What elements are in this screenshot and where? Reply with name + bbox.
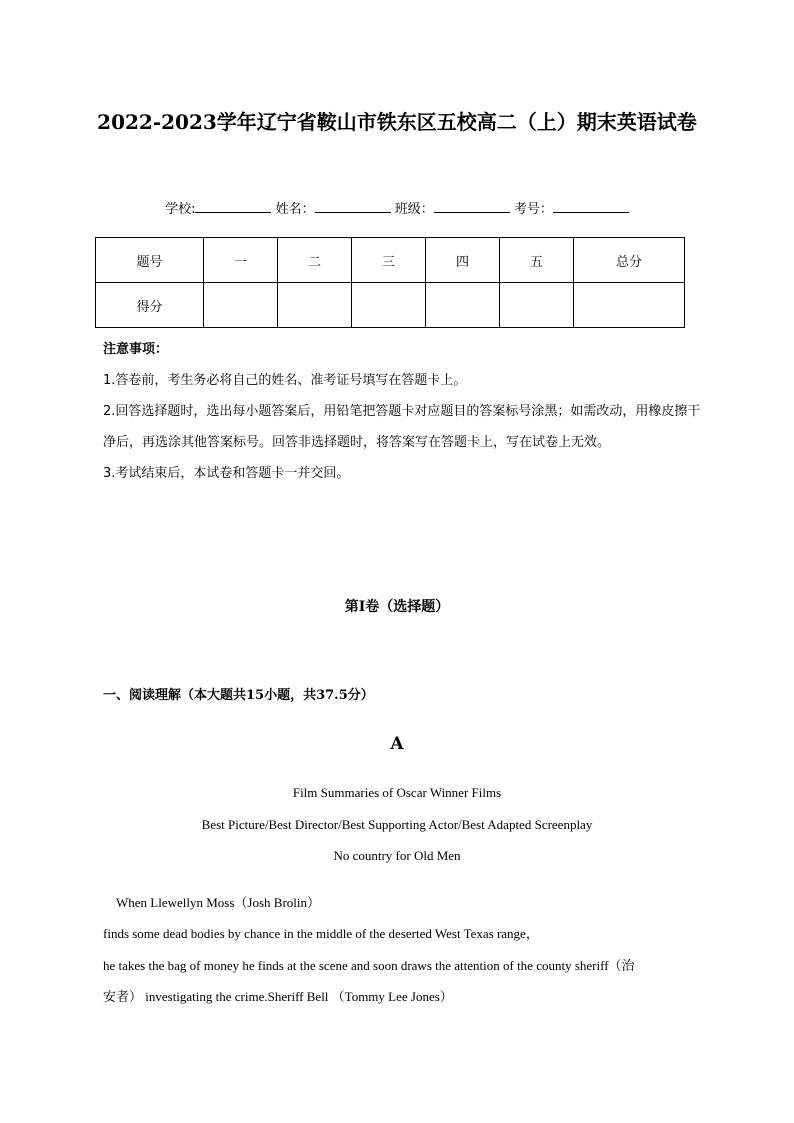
exam-number-blank[interactable] (553, 200, 629, 213)
passage-body-line: finds some dead bodies by chance in the middle of the deserted West Texas range， (103, 926, 539, 941)
score-cell[interactable] (278, 283, 352, 328)
passage-heading-line: Best Picture/Best Director/Best Supporting Actor/Best Adapted Screenplay (201, 817, 593, 832)
notice-item: 3.考试结束后，本试卷和答题卡一并交回。 (103, 466, 350, 481)
score-cell[interactable] (352, 283, 426, 328)
score-header-cell: 二 (278, 238, 352, 283)
score-cell[interactable] (500, 283, 574, 328)
part-heading: 一、阅读理解（本大题共15小题，共37.5分） (103, 688, 374, 703)
score-table-score-row (96, 283, 685, 328)
score-table-header-row (96, 238, 685, 283)
notice-section (103, 334, 713, 489)
score-header-cell: 四 (426, 238, 500, 283)
passage-body-line: When Llewellyn Moss（Josh Brolin） (116, 895, 321, 910)
score-table (95, 237, 685, 328)
score-row-label: 得分 (96, 283, 204, 328)
score-header-cell: 题号 (96, 238, 204, 283)
section-title: 第Ⅰ卷（选择题） (344, 599, 450, 615)
notice-item: 2.回答选择题时，选出每小题答案后，用铅笔把答题卡对应题目的答案标号涂黑；如需改动，用橡皮擦干净后，再选涂其他答案标号。回答非选择题时，将答案写在答题卡上，写在试卷上无效。 (103, 404, 701, 450)
score-cell[interactable] (426, 283, 500, 328)
exam-title: 2022-2023学年辽宁省鞍山市铁东区五校高二（上）期末英语试卷 (97, 110, 697, 134)
exam-number-label: 考号： (513, 202, 553, 217)
class-label: 班级： (394, 202, 434, 217)
passage-letter: A (390, 734, 404, 754)
notice-heading: 注意事项： (103, 342, 169, 357)
school-blank[interactable] (195, 200, 271, 213)
score-header-cell: 总分 (574, 238, 685, 283)
score-header-cell: 五 (500, 238, 574, 283)
passage-heading-line: Film Summaries of Oscar Winner Films (292, 785, 502, 800)
passage-heading-line: No country for Old Men (333, 848, 461, 863)
name-label: 姓名： (275, 202, 315, 217)
score-cell[interactable] (574, 283, 685, 328)
school-label: 学校: (165, 202, 196, 217)
name-blank[interactable] (315, 200, 391, 213)
class-blank[interactable] (434, 200, 510, 213)
score-header-cell: 一 (204, 238, 278, 283)
score-header-cell: 三 (352, 238, 426, 283)
notice-item: 1.答卷前，考生务必将自己的姓名、准考证号填写在答题卡上。 (103, 373, 467, 388)
student-info-row (0, 198, 794, 217)
passage-body-line: 安者） investigating the crime.Sheriff Bell （Tommy Lee Jones） (103, 989, 453, 1004)
passage-body-line: he takes the bag of money he finds at the scene and soon draws the attention of the county sheriff（治 (103, 958, 635, 973)
score-cell[interactable] (204, 283, 278, 328)
